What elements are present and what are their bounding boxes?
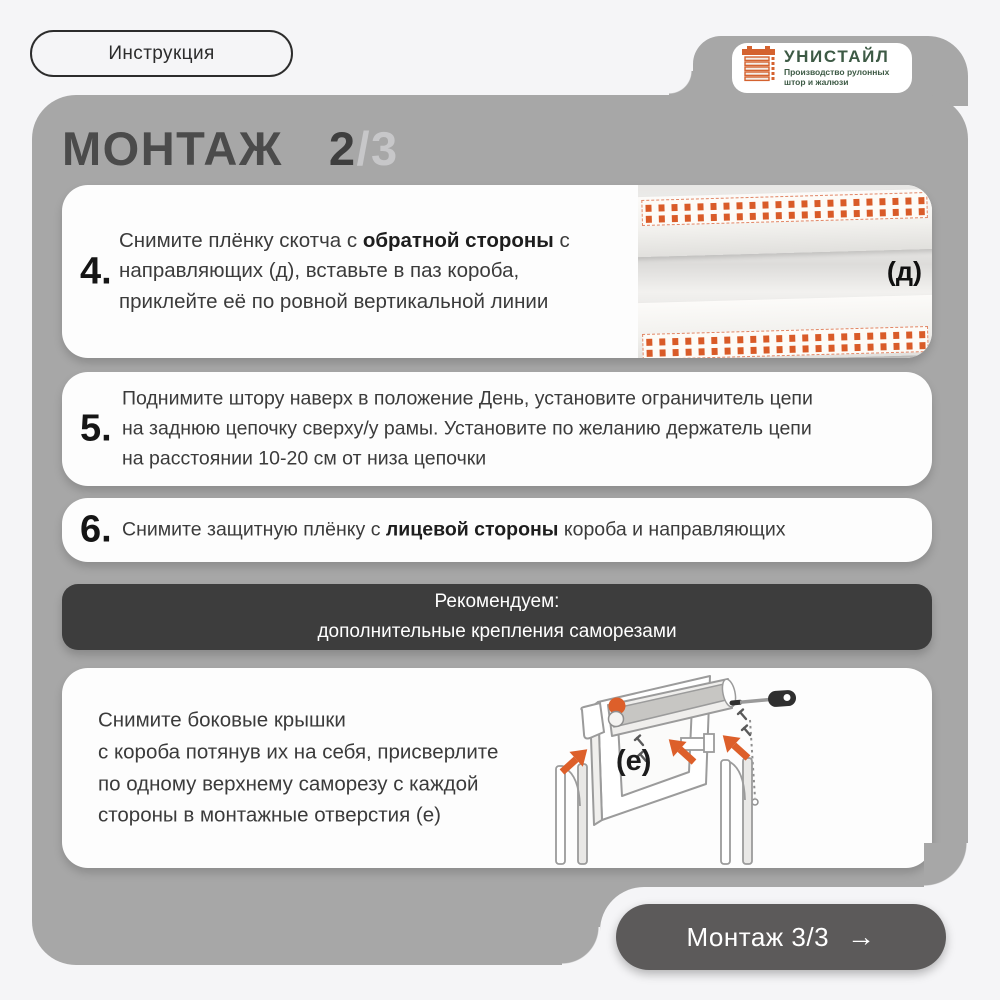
screwdriver-icon <box>732 690 797 708</box>
step-4-card <box>62 185 932 358</box>
panel-notch-fillet-left <box>562 927 600 965</box>
banner-line-1: Рекомендуем: <box>434 590 560 612</box>
logo-name: УНИСТАЙЛ <box>784 47 890 67</box>
logo-tagline: штор и жалюзи <box>784 77 849 88</box>
next-page-button[interactable] <box>616 904 946 970</box>
logo-tagline: Производство рулонных <box>784 66 890 77</box>
step-5-card <box>62 372 932 486</box>
blinds-logo-icon <box>741 46 777 91</box>
next-page-label: Монтаж 3/3 <box>686 921 830 952</box>
banner-line-2: дополнительные крепления саморезами <box>317 621 677 642</box>
adhesive-tape-strip <box>642 326 929 358</box>
figure-label-d: (д) <box>886 256 922 286</box>
arrow-right-icon: → <box>847 921 876 952</box>
step-6-number: 6. <box>80 508 112 551</box>
page-title-word: МОНТАЖ <box>62 122 283 175</box>
logo <box>732 43 912 93</box>
guide-rail <box>638 295 932 358</box>
step-4-text: Снимите плёнку скотча с обратной стороны с направляющих (д), вставьте в паз короба, приклейте её по ровной вертикальной линии <box>119 228 570 313</box>
mounting-diagram <box>554 672 804 866</box>
step-6-card <box>62 498 932 562</box>
side-rails-left <box>556 764 587 864</box>
side-caps-step-card <box>62 668 932 868</box>
instruction-button[interactable] <box>30 30 293 77</box>
step-4-number: 4. <box>80 250 112 292</box>
page-number-total: /3 <box>356 122 399 175</box>
side-caps-step-text: Снимите боковые крышки с короба потянув их на себя, присверлите по одному верхнему саморезу с каждой стороны в монтажные отверстия (е) <box>98 708 499 827</box>
side-cap <box>581 703 604 739</box>
guide-rail <box>638 189 932 258</box>
main-panel <box>32 95 968 965</box>
step-5-text: Поднимите штору наверх в положение День, установите ограничитель цепи на заднюю цепочку сверху/у рамы. Установите по желанию держатель цепи на расстоянии 10-20 см от низа цепочки <box>122 387 813 471</box>
recommendation-banner <box>62 584 932 650</box>
panel-notch-fillet-top <box>924 843 968 887</box>
step-6-text: Снимите защитную плёнку с лицевой стороны короба и направляющих <box>122 518 786 541</box>
page-number-current: 2 <box>328 122 357 175</box>
adhesive-tape-strip <box>641 192 928 226</box>
bracket-mechanism <box>609 698 626 727</box>
side-rails-right <box>721 758 752 864</box>
logo-tab-fillet <box>669 71 693 95</box>
rails-tape-photo <box>638 185 932 358</box>
figure-label-e: (e) <box>616 745 652 777</box>
step-5-number: 5. <box>80 407 112 450</box>
instruction-button-label: Инструкция <box>108 42 215 64</box>
page-title <box>62 121 399 176</box>
